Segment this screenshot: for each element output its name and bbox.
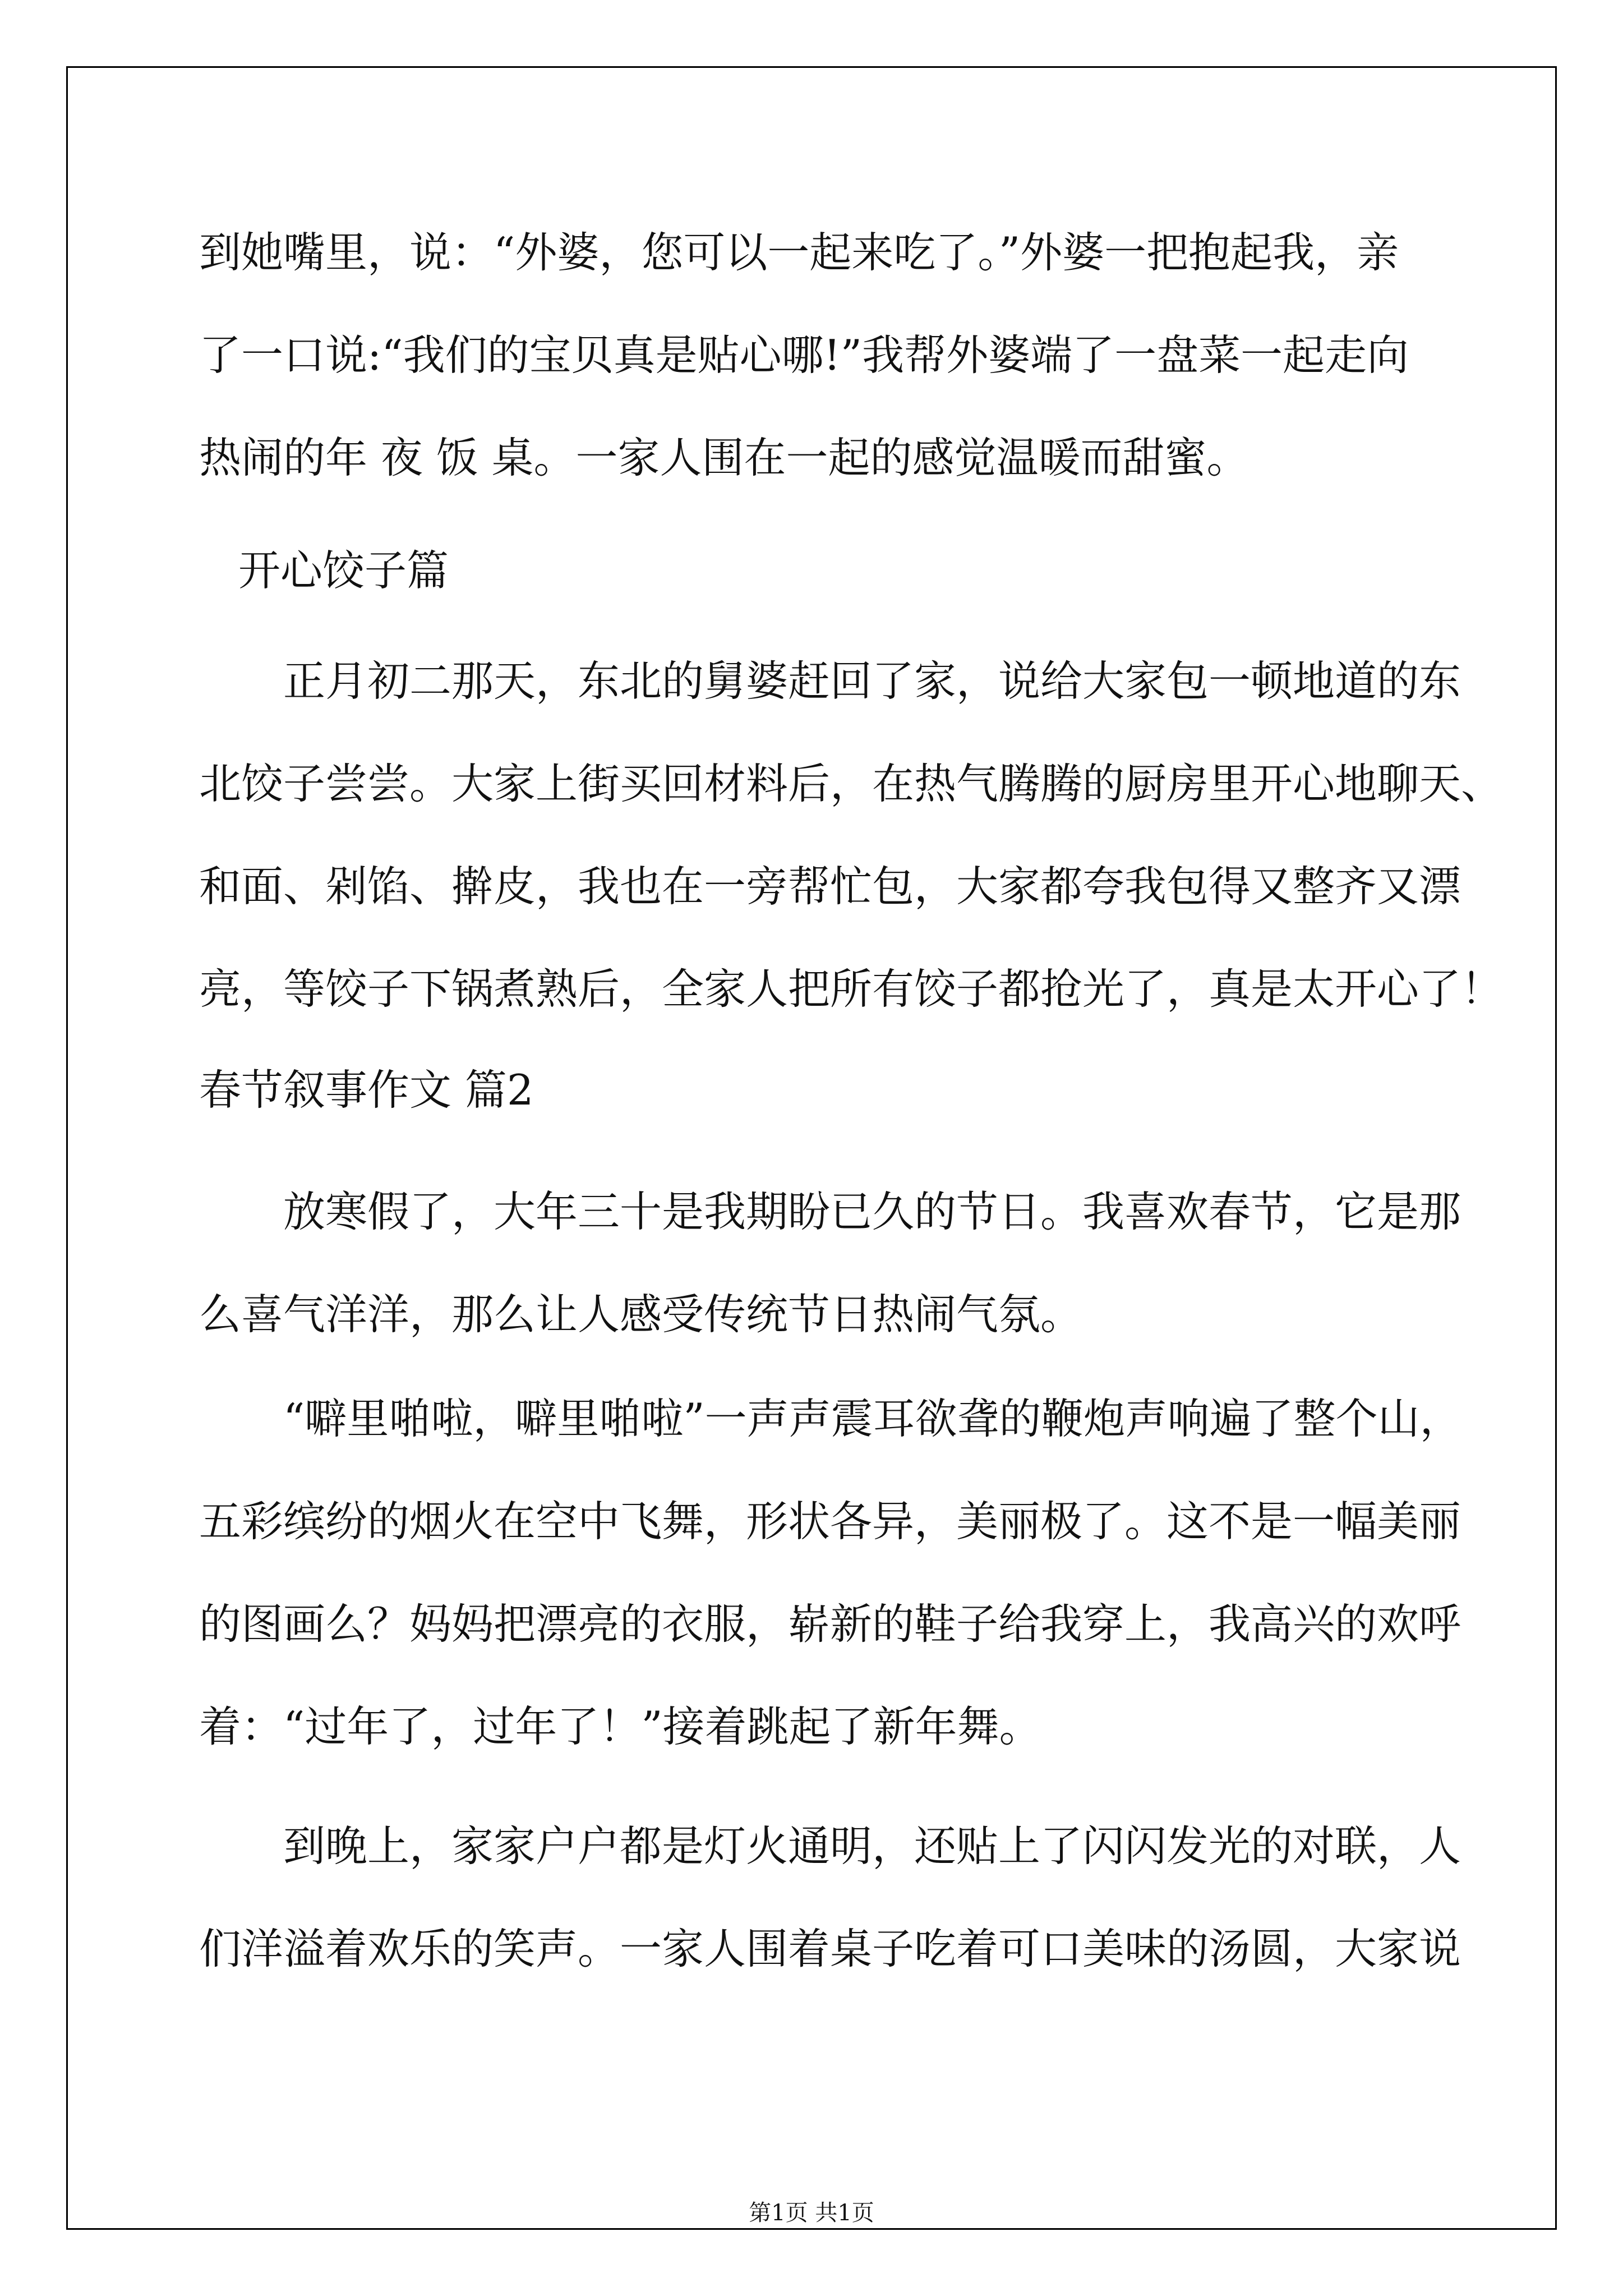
body-line: 亮，等饺子下锅煮熟后，全家人把所有饺子都抢光了，真是太开心了！ (199, 964, 1504, 1014)
body-line: 北饺子尝尝。大家上街买回材料后，在热气腾腾的厨房里开心地聊天、 (199, 759, 1504, 808)
paragraph-line: 到晚上，家家户户都是灯火通明，还贴上了闪闪发光的对联，人 (283, 1821, 1461, 1871)
page-number: 第1页 共1页 (749, 2200, 874, 2226)
paragraph-line: 放寒假了，大年三十是我期盼已久的节日。我喜欢春节，它是那 (283, 1187, 1461, 1236)
section-heading: 开心饺子篇 (238, 546, 449, 595)
body-line: 了一口说:“我们的宝贝真是贴心哪!”我帮外婆端了一盘菜一起走向 (199, 330, 1409, 380)
body-line: 热闹的年 夜 饭 桌。一家人围在一起的感觉温暖而甜蜜。 (199, 433, 1249, 482)
body-line: 五彩缤纷的烟火在空中飞舞，形状各异，美丽极了。这不是一幅美丽 (199, 1497, 1461, 1546)
paragraph-line: “噼里啪啦，噼里啪啦”一声声震耳欲聋的鞭炮声响遍了整个山， (283, 1394, 1462, 1443)
body-line: 的图画么？妈妈把漂亮的衣服，崭新的鞋子给我穿上，我高兴的欢呼 (199, 1599, 1461, 1649)
page-border (66, 66, 1557, 2230)
body-line: 着：“过年了，过年了！”接着跳起了新年舞。 (199, 1702, 1041, 1751)
body-line: 们洋溢着欢乐的笑声。一家人围着桌子吃着可口美味的汤圆，大家说 (199, 1924, 1461, 1973)
body-line: 和面、剁馅、擀皮，我也在一旁帮忙包，大家都夸我包得又整齐又漂 (199, 862, 1461, 911)
body-line: 么喜气洋洋，那么让人感受传统节日热闹气氛。 (199, 1290, 1083, 1339)
body-line: 到她嘴里，说：“外婆，您可以一起来吃了。”外婆一把抱起我，亲 (199, 228, 1399, 277)
article-title: 春节叙事作文 篇2 (199, 1065, 534, 1115)
paragraph-line: 正月初二那天，东北的舅婆赶回了家，说给大家包一顿地道的东 (283, 656, 1461, 706)
